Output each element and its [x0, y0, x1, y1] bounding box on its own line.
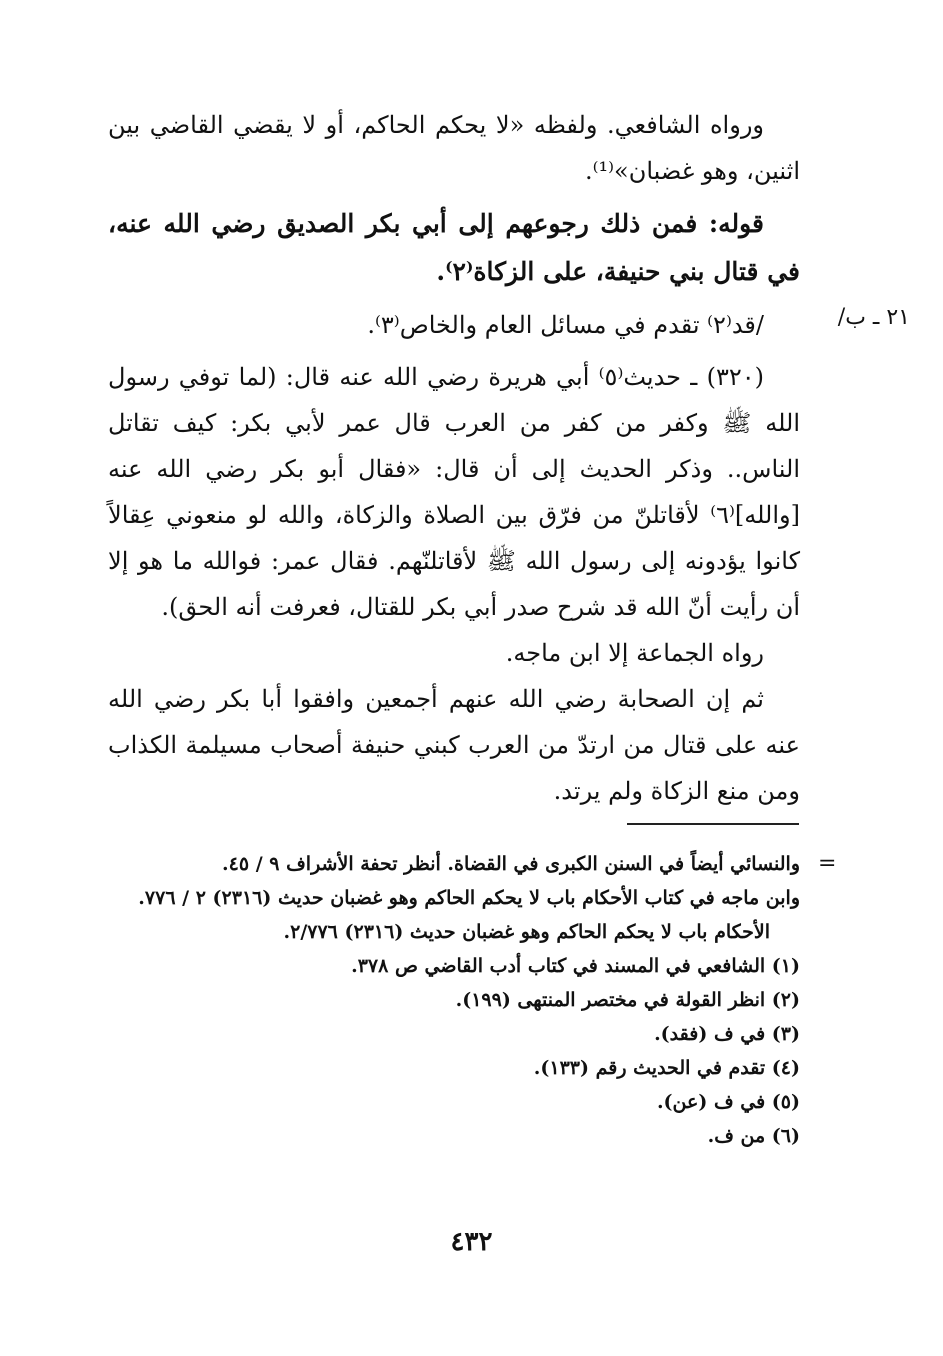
footnote-continuation-mark: =: [818, 851, 837, 876]
footnote-5: (٥) في ف (عن).: [656, 1091, 800, 1113]
main-text: [108, 102, 800, 814]
paragraph-narrators: رواه الجماعة إلا ابن ماجه.: [505, 639, 764, 667]
footnote-continuation-line: وابن ماجه في كتاب الأحكام باب لا يحكم الحاكم وهو غضبان حديث (٢٣١٦) ٢ / ٧٧٦.: [138, 887, 800, 909]
footnote-separator: [627, 823, 799, 825]
paragraph-shafii-narration: ورواه الشافعي. ولفظه «لا يحكم الحاكم، أو لا يقضي القاضي بين اثنين، وهو غضبان»⁽¹⁾.: [108, 111, 800, 185]
footnote-1: (١) الشافعي في المسند في كتاب أدب القاضي ص ٣٧٨.: [351, 955, 800, 977]
paragraph-quote-heading: قوله: فمن ذلك رجوعهم إلى أبي بكر الصديق رضي الله عنه، في قتال بني حنيفة، على الزكاة⁽٢⁾.: [108, 209, 800, 286]
paragraph-companions-consensus: ثم إن الصحابة رضي الله عنهم أجمعين وافقوا أبا بكر رضي الله عنه على قتال من ارتدّ من العرب كبني حنيفة أصحاب مسيلمة الكذاب ومن منع الزكاة ولم يرتد.: [108, 685, 800, 805]
page-number: ٤٣٢: [450, 1227, 493, 1257]
footnote-3: (٣) في ف (فقد).: [654, 1023, 800, 1045]
footnote-2: (٢) انظر القولة في مختصر المنتهى (١٩٩).: [455, 989, 800, 1011]
footnote-4: (٤) تقدم في الحديث رقم (١٣٣).: [533, 1057, 800, 1079]
paragraph-cross-reference: /قد⁽٢⁾ تقدم في مسائل العام والخاص⁽٣⁾.: [367, 311, 764, 339]
marginal-folio-note: ٢١ ـ ب/: [837, 305, 910, 330]
footnote-continuation-line: والنسائي أيضاً في السنن الكبرى في القضاة. أنظر تحفة الأشراف ٩ / ٤٥.: [222, 853, 800, 875]
footnotes: [108, 847, 800, 1153]
footnote-continuation-line: الأحكام باب لا يحكم الحاكم وهو غضبان حديث (٢٣١٦) ٢/٧٧٦.: [283, 921, 770, 943]
paragraph-hadith-320: (٣٢٠) ـ حديث⁽٥⁾ أبي هريرة رضي الله عنه قال: (لما توفي رسول الله ﷺ وكفر من كفر من العرب قال عمر لأبي بكر: كيف تقاتل الناس.. وذكر الحديث إلى أن قال: «فقال أبو بكر رضي الله عنه [والله]⁽٦⁾ لأقاتلنّ من فرّق بين الصلاة والزكاة، والله لو منعوني عِقالاً كانوا يؤدونه إلى رسول الله ﷺ لأقاتلنّهم. فقال عمر: فوالله ما هو إلا أن رأيت أنّ الله قد شرح صدر أبي بكر للقتال، فعرفت أنه الحق).: [108, 363, 800, 621]
footnote-6: (٦) من ف.: [707, 1125, 800, 1147]
